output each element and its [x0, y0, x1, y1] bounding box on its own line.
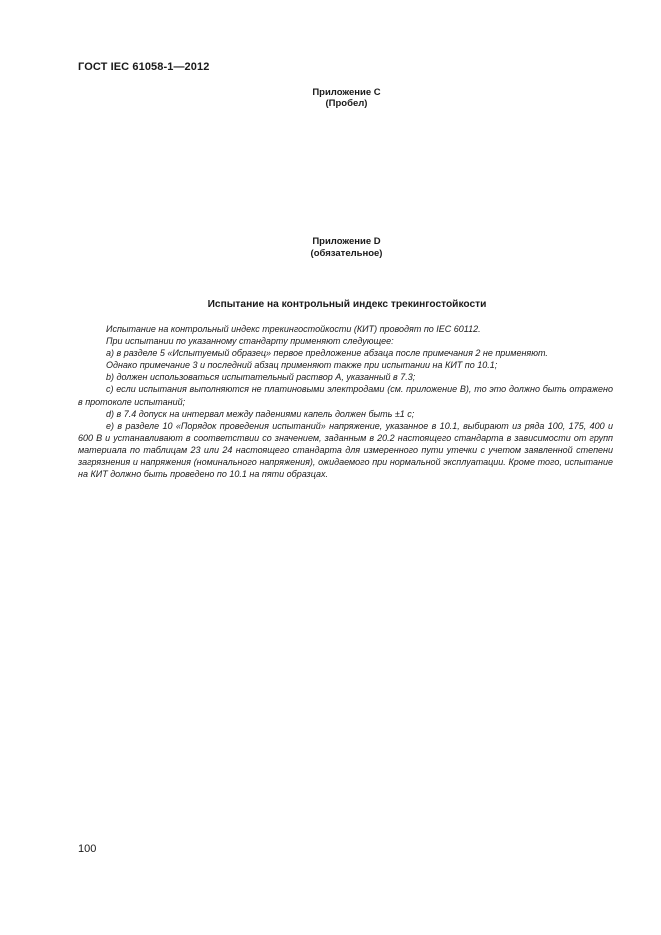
paragraph: е) в разделе 10 «Порядок проведения испытаний» напряжение, указанное в 10.1, выбирают из ряда 100, 175, 400 и 600 В и устанавливают в соответствии со значением, заданным в 20.2 настоящего стандарта в зависимости от групп материала по таблицам 23 или 24 настоящего стандарта для измеренного пути утечки с учетом заявленной степени загрязнения и напряжения (номинального напряжения), ожидаемого при нормальной эксплуатации. Кроме того, испытание на КИТ должно быть проведено по 10.1 на пяти образцах.: [78, 420, 613, 480]
paragraph: а) в разделе 5 «Испытуемый образец» первое предложение абзаца после примечания 2 не применяют.: [106, 348, 548, 359]
paragraph: d) в 7.4 допуск на интервал между падениями капель должен быть ±1 с;: [106, 408, 415, 419]
paragraph: При испытании по указанному стандарту применяют следующее:: [106, 336, 394, 347]
annex-c-note: (Пробел): [325, 98, 368, 109]
annex-body: [78, 323, 613, 480]
document-code: ГОСТ IEC 61058-1—2012: [78, 61, 210, 73]
paragraph: с) если испытания выполняются не платиновыми электродами (см. приложение В), то это должно быть отражено в протоколе испытаний;: [78, 384, 613, 407]
paragraph: b) должен использоваться испытательный раствор А, указанный в 7.3;: [106, 372, 416, 383]
annex-d-status: (обязательное): [310, 248, 383, 259]
section-title: Испытание на контрольный индекс трекингостойкости: [207, 299, 487, 310]
page-number: 100: [78, 843, 97, 855]
annex-d-title: Приложение D: [312, 236, 381, 247]
annex-c-title: Приложение С: [312, 87, 381, 98]
paragraph: Однако примечание 3 и последний абзац применяют также при испытании на КИТ по 10.1;: [106, 360, 498, 371]
paragraph: Испытание на контрольный индекс трекингостойкости (КИТ) проводят по IEC 60112.: [106, 324, 481, 334]
